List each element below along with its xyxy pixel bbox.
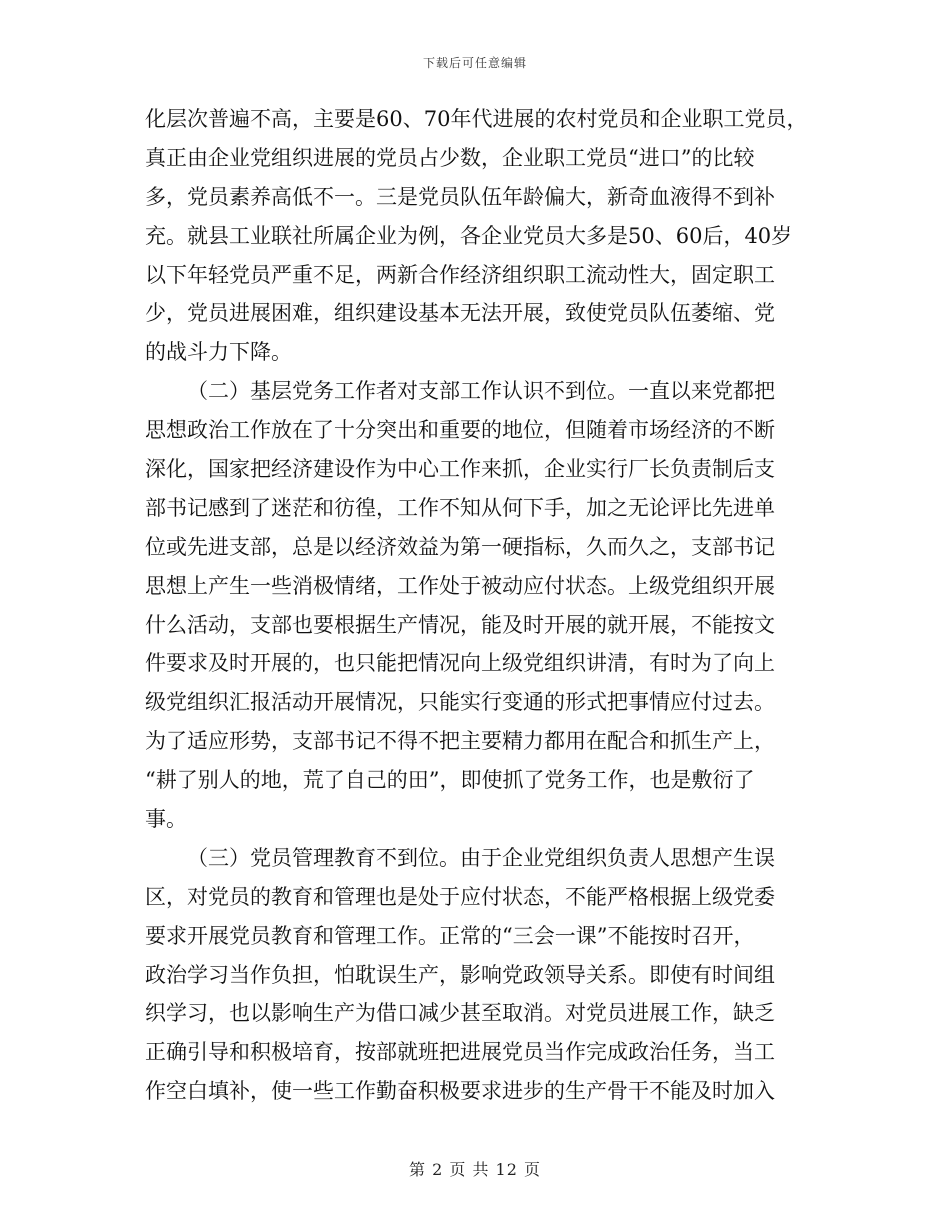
text-line: 要求开展党员教育和管理工作。正常的“三会一课”不能按时召开， <box>145 923 755 948</box>
text-line: 区，对党员的教育和管理也是处于应付状态，不能严格根据上级党委 <box>145 884 775 909</box>
text-line: 的战斗力下降。 <box>145 340 292 365</box>
text-line: 正确引导和积极培育，按部就班把进展党员当作完成政治任务，当工 <box>145 1040 775 1065</box>
text-line: 为了适应形势，支部书记不得不把主要精力都用在配合和抓生产上， <box>145 729 775 754</box>
text-line: 真正由企业党组织进展的党员占少数，企业职工党员“进口”的比较 <box>145 145 755 170</box>
text-line: 深化，国家把经济建设作为中心工作来抓，企业实行厂长负责制后支 <box>145 457 775 482</box>
text-line: 以下年轻党员严重不足，两新合作经济组织职工流动性大，固定职工 <box>145 262 775 287</box>
text-line: 政治学习当作负担，怕耽误生产，影响党政领导关系。即使有时间组 <box>145 962 775 987</box>
text-line: 化层次普遍不高，主要是60、70年代进展的农村党员和企业职工党员， <box>145 107 808 131</box>
paragraph-first-line: （二）基层党务工作者对支部工作认识不到位。一直以来党都把 <box>187 379 775 404</box>
text-line: 什么活动，支部也要根据生产情况，能及时开展的就开展，不能按文 <box>145 612 775 637</box>
document-body <box>145 100 810 1111</box>
text-line: 思想上产生一些消极情绪，工作处于被动应付状态。上级党组织开展 <box>145 573 775 598</box>
text-line: 充。就县工业联社所属企业为例，各企业党员大多是50、60后，40岁 <box>145 223 793 248</box>
page-footer: 第 2 页 共 12 页 <box>409 1160 541 1179</box>
text-line: 部书记感到了迷茫和彷徨，工作不知从何下手，加之无论评比先进单 <box>145 495 775 520</box>
text-line: 多，党员素养高低不一。三是党员队伍年龄偏大，新奇血液得不到补 <box>145 184 775 209</box>
text-line: 位或先进支部，总是以经济效益为第一硬指标，久而久之，支部书记 <box>145 534 775 559</box>
text-line: 事。 <box>145 807 187 832</box>
paragraph-first-line: （三）党员管理教育不到位。由于企业党组织负责人思想产生误 <box>187 845 775 870</box>
text-line: “耕了别人的地，荒了自己的田”，即使抓了党务工作，也是敷衍了 <box>145 768 755 793</box>
text-line: 件要求及时开展的，也只能把情况向上级党组织讲清，有时为了向上 <box>145 651 775 676</box>
text-line: 作空白填补，使一些工作勤奋积极要求进步的生产骨干不能及时加入 <box>145 1079 775 1104</box>
text-line: 级党组织汇报活动开展情况，只能实行变通的形式把事情应付过去。 <box>145 690 775 715</box>
page-header: 下载后可任意编辑 <box>422 56 527 70</box>
text-line: 织学习，也以影响生产为借口减少甚至取消。对党员进展工作，缺乏 <box>145 1001 775 1026</box>
text-line: 少，党员进展困难，组织建设基本无法开展，致使党员队伍萎缩、党 <box>145 301 775 326</box>
text-line: 思想政治工作放在了十分突出和重要的地位，但随着市场经济的不断 <box>145 418 775 443</box>
